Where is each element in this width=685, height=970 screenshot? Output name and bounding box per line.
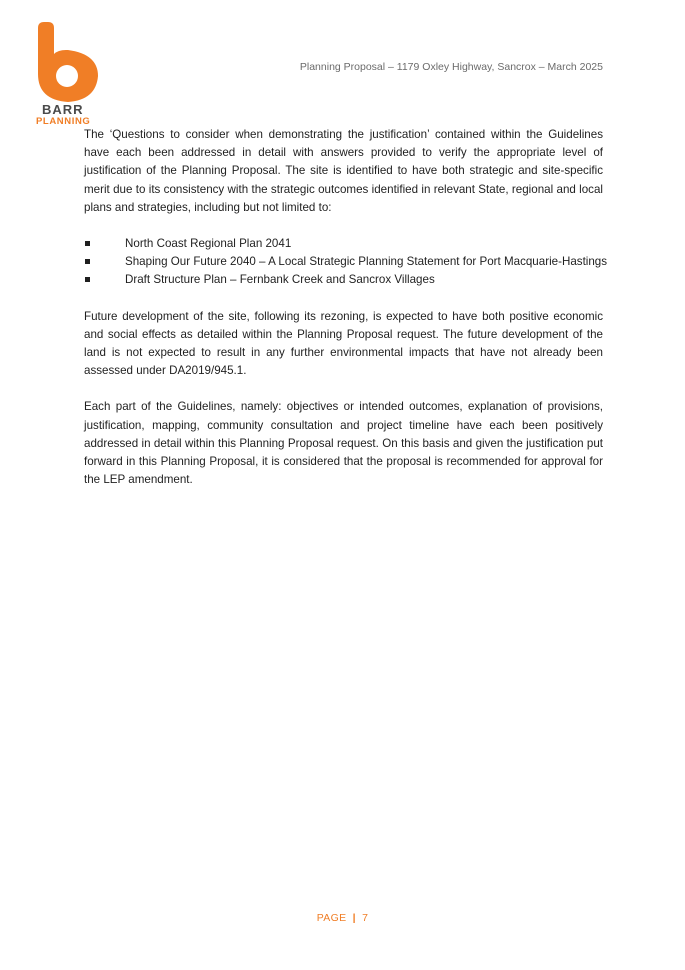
- page-footer: [0, 912, 685, 924]
- square-bullet-icon: [85, 259, 90, 264]
- list-item: [84, 235, 603, 253]
- logo-subtitle: PLANNING: [36, 116, 91, 127]
- list-item: [84, 271, 603, 289]
- strategic-plans-list: [84, 235, 608, 290]
- square-bullet-icon: [85, 277, 90, 282]
- paragraph-justification: The ‘Questions to consider when demonstrating the justification’ contained within the Guidelines have each been addressed in detail with answers provided to verify the appropriate level of justification of the Planning Proposal. The site is identified to have both strategic and site-specific merit due to its consistency with the strategic outcomes identified in relevant State, regional and local plans and strategies, including but not limited to:: [84, 128, 603, 214]
- logo-b-mark-icon: [36, 20, 98, 102]
- list-item: [84, 253, 608, 271]
- page-separator: |: [352, 912, 356, 924]
- page-number: 7: [362, 912, 369, 924]
- list-item-text: Draft Structure Plan – Fernbank Creek and Sancrox Villages: [125, 273, 435, 287]
- document-body: [84, 126, 608, 507]
- logo-wordmark: BARR: [42, 102, 84, 117]
- list-item-text: North Coast Regional Plan 2041: [125, 237, 292, 251]
- paragraph-future-development: Future development of the site, following its rezoning, is expected to have both positive economic and social effects as detailed within the Planning Proposal request. The future development of the land is not expected to result in any further environmental impacts that have not already been assessed under DA2019/945.1.: [84, 309, 603, 378]
- list-item-text: Shaping Our Future 2040 – A Local Strategic Planning Statement for Port Macquarie-Hastings: [125, 255, 608, 269]
- square-bullet-icon: [85, 241, 90, 246]
- page-label: PAGE: [316, 912, 347, 924]
- barr-planning-logo: [36, 20, 98, 128]
- paragraph-conclusion: Each part of the Guidelines, namely: objectives or intended outcomes, explanation of provisions, justification, mapping, community consultation and project timeline have each been positively addressed in detail within this Planning Proposal request. On this basis and given the justification put forward in this Planning Proposal, it is considered that the proposal is recommended for approval for the LEP amendment.: [84, 400, 603, 487]
- page-header-title: Planning Proposal – 1179 Oxley Highway, Sancrox – March 2025: [299, 61, 603, 73]
